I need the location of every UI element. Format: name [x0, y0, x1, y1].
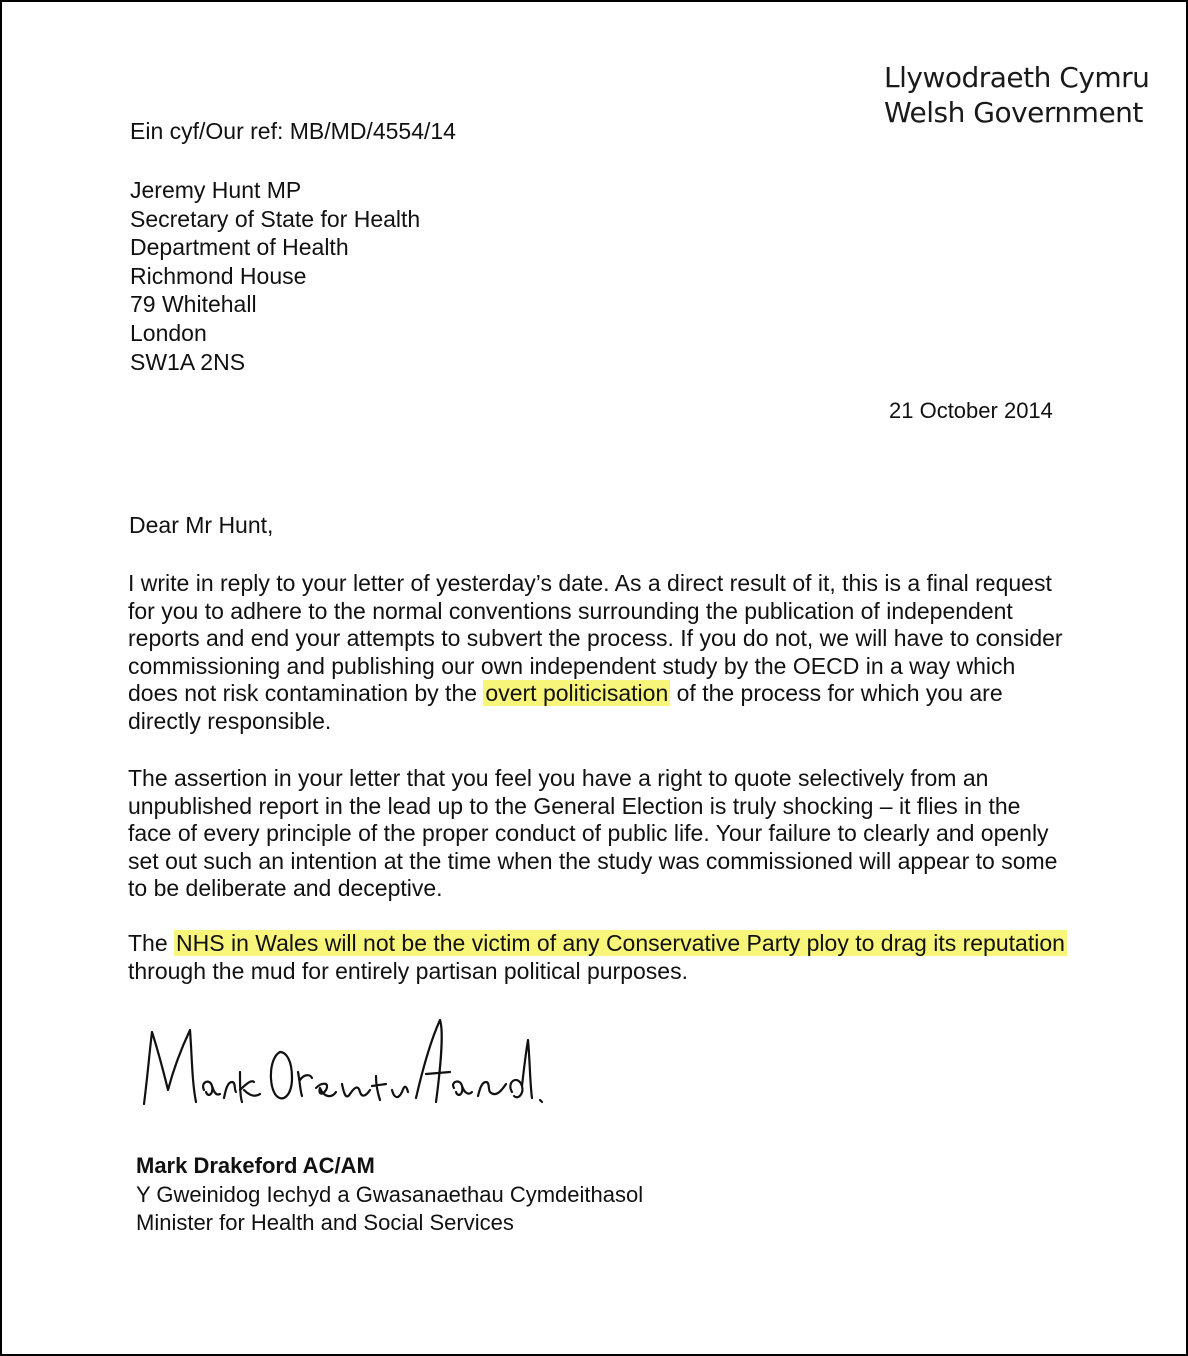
text-run: The [128, 930, 175, 956]
signatory-block [136, 1152, 643, 1238]
highlighted-text: overt politicisation [485, 680, 669, 707]
paragraph-line: I write in reply to your letter of yesterday’s date. As a direct result of it, this is a final request [128, 570, 1052, 596]
signatory-title-english: Minister for Health and Social Services [136, 1210, 514, 1235]
salutation: Dear Mr Hunt, [129, 512, 274, 538]
paragraph-line: directly responsible. [128, 707, 332, 734]
recipient-address [130, 176, 420, 376]
signature-drawing [140, 1012, 560, 1122]
paragraph-line: The assertion in your letter that you feel you have a right to quote selectively from an [128, 765, 989, 791]
paragraph-1 [128, 570, 1128, 736]
address-line: 79 Whitehall [130, 291, 257, 318]
letterhead-english: Welsh Government [884, 96, 1143, 129]
address-line: Jeremy Hunt MP [130, 177, 302, 203]
address-line: SW1A 2NS [130, 348, 246, 375]
highlighted-text: NHS in Wales will not be the victim of any Conservative Party ploy to drag its reputation [176, 930, 1065, 956]
text-run: does not risk contamination by the [128, 680, 484, 707]
address-line: London [130, 319, 207, 346]
letter-date: 21 October 2014 [889, 398, 1053, 423]
paragraph-line [128, 930, 1128, 958]
letterhead-logo [884, 60, 1149, 130]
address-line: Secretary of State for Health [130, 205, 421, 232]
paragraph-3 [128, 930, 1128, 985]
paragraph-line: reports and end your attempts to subvert the process. If you do not, we will have to consider [128, 625, 1063, 652]
paragraph-line [128, 680, 1128, 708]
paragraph-line: set out such an intention at the time when the study was commissioned will appear to some [128, 847, 1058, 874]
paragraph-line: unpublished report in the lead up to the General Election is truly shocking – it flies in the [128, 792, 1021, 819]
handwritten-signature [140, 1012, 560, 1127]
address-line: Richmond House [130, 262, 307, 289]
paragraph-line: through the mud for entirely partisan political purposes. [128, 957, 688, 984]
signatory-name: Mark Drakeford AC/AM [136, 1153, 375, 1178]
paragraph-line: for you to adhere to the normal conventions surrounding the publication of independent [128, 597, 1013, 624]
paragraph-line: commissioning and publishing our own independent study by the OECD in a way which [128, 652, 1016, 679]
address-line: Department of Health [130, 234, 349, 261]
paragraph-2 [128, 765, 1128, 903]
text-run: of the process for which you are [670, 680, 1003, 707]
paragraph-line: face of every principle of the proper conduct of public life. Your failure to clearly and openly [128, 820, 1049, 847]
letterhead-welsh: Llywodraeth Cymru [884, 61, 1150, 94]
reference-line: Ein cyf/Our ref: MB/MD/4554/14 [130, 118, 456, 144]
paragraph-line: to be deliberate and deceptive. [128, 875, 443, 902]
signatory-title-welsh: Y Gweinidog Iechyd a Gwasanaethau Cymdeithasol [136, 1181, 644, 1207]
